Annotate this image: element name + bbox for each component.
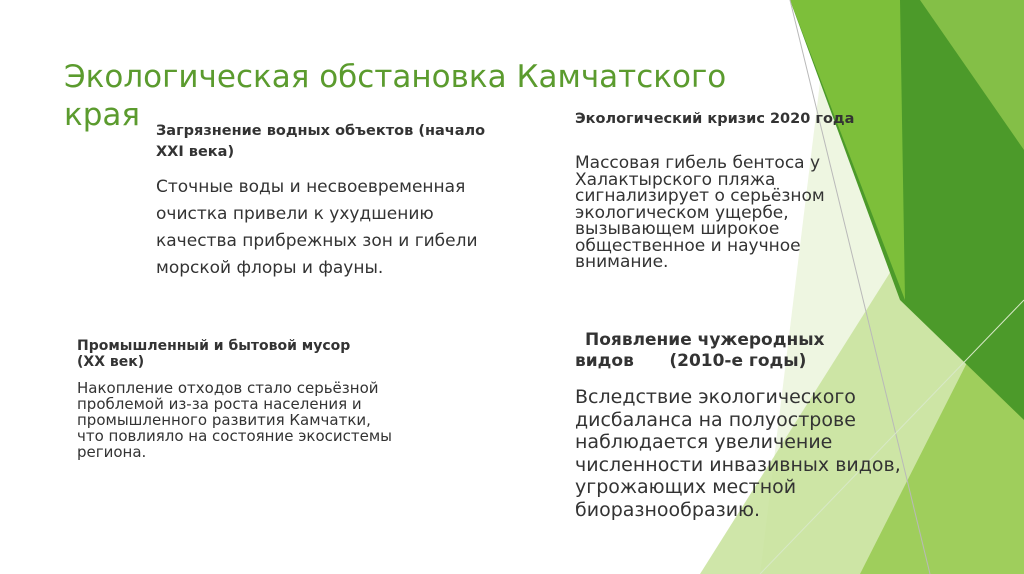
section-crisis-heading: Экологический кризис 2020 года: [575, 111, 855, 127]
section-invasive-heading-line2: видов (2010-е годы): [575, 351, 807, 371]
section-crisis-body: Массовая гибель бентоса у Халактырского пляжа сигнализирует о серьёзном экологическом ущербе, вызывающем широкое общественное и научное внимание.: [575, 153, 825, 272]
section-invasive-body: Вследствие экологического дисбаланса на полуострове наблюдается увеличение численности инвазивных видов, угрожающих местной биоразнообразию.: [575, 386, 901, 521]
section-water-heading: Загрязнение водных объектов (начало XXI века): [156, 123, 486, 160]
slide-title: Экологическая обстановка Камчатского края: [64, 59, 727, 133]
section-invasive-heading: [575, 330, 875, 372]
section-water-body: Сточные воды и несвоевременная очистка привели к ухудшению качества прибрежных зон и гибели морской флоры и фауны.: [156, 177, 478, 278]
section-waste-heading: Промышленный и бытовой мусор (XX век): [77, 338, 351, 370]
section-waste-body: Накопление отходов стало серьёзной проблемой из-за роста населения и промышленного развития Камчатки, что повлияло на состояние экосистемы региона.: [77, 379, 393, 461]
section-invasive-heading-line1: Появление чужеродных: [585, 330, 825, 350]
